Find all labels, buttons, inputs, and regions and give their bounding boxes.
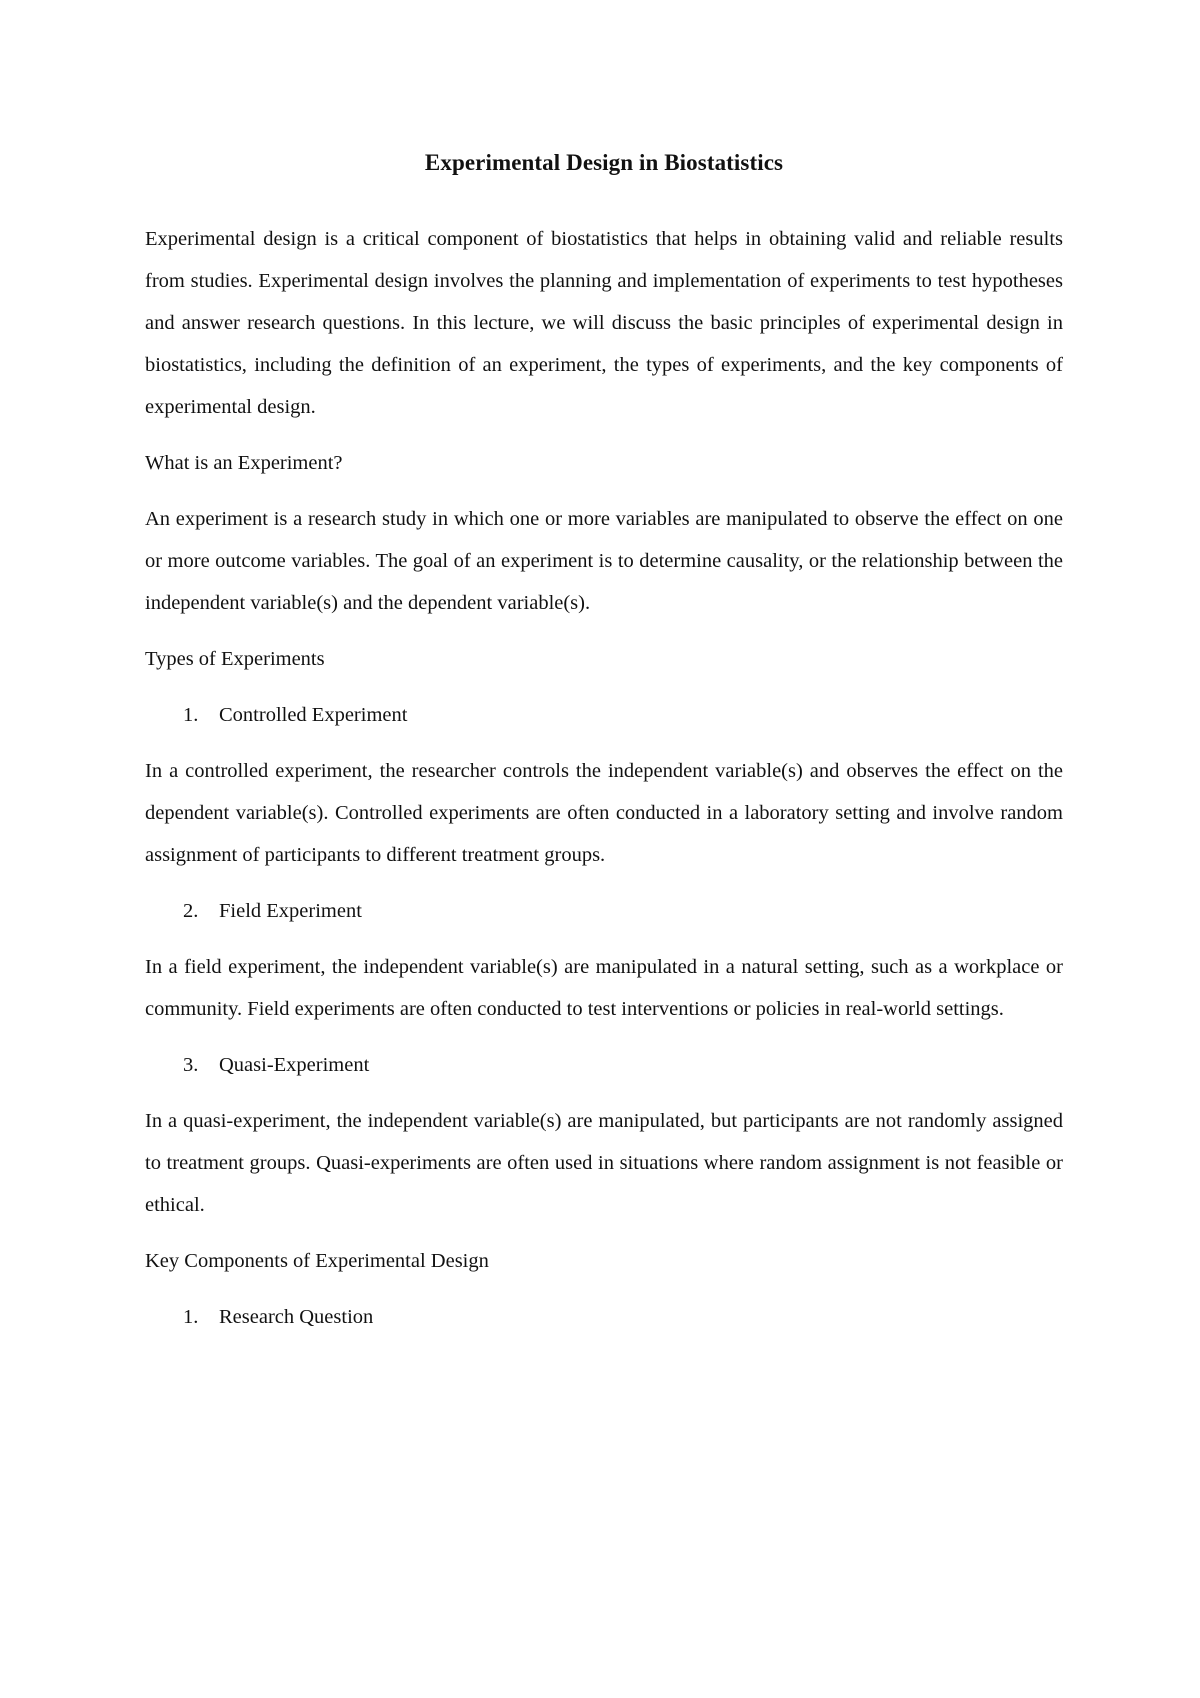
list-label: Research Question [219, 1306, 374, 1328]
section-heading-components: Key Components of Experimental Design [145, 1250, 489, 1272]
section-heading-what: What is an Experiment? [145, 452, 343, 474]
list-item [145, 1044, 1063, 1086]
type-paragraph: In a controlled experiment, the researcher controls the independent variable(s) and observes the effect on the dependent variable(s). Controlled experiments are often conducted in a laboratory setting and involve random assignment of participants to different treatment groups. [145, 760, 1063, 866]
list-number: 1. [183, 1306, 199, 1328]
type-paragraph: In a quasi-experiment, the independent variable(s) are manipulated, but participants are not randomly assigned to treatment groups. Quasi-experiments are often used in situations where random assignment is not feasible or ethical. [145, 1110, 1063, 1216]
list-item [145, 694, 1063, 736]
intro-paragraph: Experimental design is a critical component of biostatistics that helps in obtaining valid and reliable results from studies. Experimental design involves the planning and implementation of experiments to test hypotheses and answer research questions. In this lecture, we will discuss the basic principles of experimental design in biostatistics, including the definition of an experiment, the types of experiments, and the key components of experimental design. [145, 228, 1063, 418]
list-item [145, 890, 1063, 932]
list-number: 2. [183, 900, 199, 922]
what-paragraph: An experiment is a research study in which one or more variables are manipulated to observe the effect on one or more outcome variables. The goal of an experiment is to determine causality, or the relationship between the independent variable(s) and the dependent variable(s). [145, 508, 1063, 614]
type-paragraph: In a field experiment, the independent variable(s) are manipulated in a natural setting, such as a workplace or community. Field experiments are often conducted to test interventions or policies in real-world settings. [145, 956, 1063, 1020]
list-label: Quasi-Experiment [219, 1054, 370, 1076]
list-number: 3. [183, 1054, 199, 1076]
document-page [145, 138, 1063, 1352]
list-item [145, 1296, 1063, 1338]
list-number: 1. [183, 704, 199, 726]
section-heading-types: Types of Experiments [145, 648, 325, 670]
list-label: Field Experiment [219, 900, 362, 922]
document-title: Experimental Design in Biostatistics [424, 150, 784, 175]
list-label: Controlled Experiment [219, 704, 408, 726]
